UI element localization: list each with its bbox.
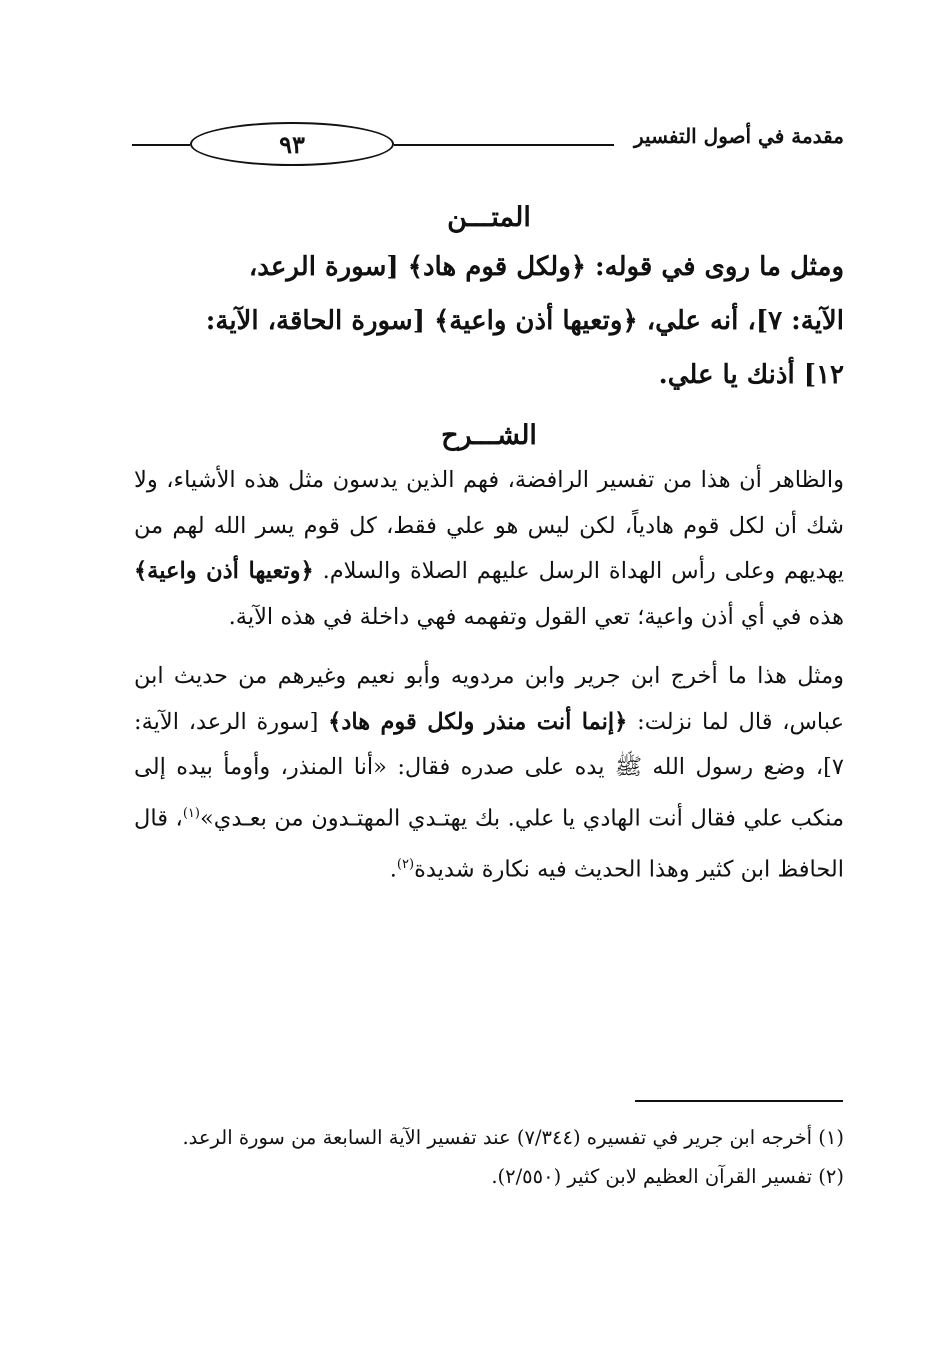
paragraph-text: والظاهر أن هذا من تفسير الرافضة، فهم الذين يدسون مثل هذه الأشياء، ولا شك أن لكل قوم هادياً، لكن ليس هو علي فقط، كل قوم يسر الله لهم من يهديهم وعلى رأس الهداة الرسل عليهم الصلاة والسلام. — [134, 467, 845, 584]
book-title: مقدمة في أصول التفسير — [634, 124, 844, 148]
paragraph-text: هذه في أي أذن واعية؛ تعي القول وتفهمه فهي داخلة في هذه الآية. — [228, 603, 844, 630]
matn-line: ومثل ما روى في قوله: ﴿ولكل قوم هاد﴾ [سورة الرعد، — [248, 252, 844, 282]
quran-verse: ﴿وتعيها أذن واعية﴾ — [134, 558, 314, 584]
footnote-ref[interactable]: (٢) — [396, 856, 415, 872]
matn-text — [134, 240, 844, 402]
page-number: ٩٣ — [279, 129, 305, 159]
footnote-ref[interactable]: (١) — [182, 805, 200, 821]
footnotes — [134, 1118, 844, 1196]
paragraph-text: ، قال الحافظ ابن كثير وهذا الحديث فيه نكارة شديدة — [134, 805, 844, 882]
footnote-separator — [635, 1100, 843, 1102]
footnote: (١) أخرجه ابن جرير في تفسيره (٧/٣٤٤) عند تفسير الآية السابعة من سورة الرعد. — [182, 1126, 844, 1149]
header-rule-short — [132, 144, 190, 146]
paragraph-text: [سورة الرعد، الآية: ٧]، وضع رسول الله ﷺ يده على صدره فقال: «أنا المنذر، وأومأ بيده إلى منكب علي فقال أنت الهادي يا علي. بك يهتـدي المهتـدون من بعـدي» — [134, 708, 844, 831]
matn-line: ١٢] أذنك يا علي. — [658, 360, 844, 390]
paragraph-text: ومثل هذا ما أخرج ابن جرير وابن مردويه وأبو نعيم وغيرهم من حديث ابن عباس، قال لما نزلت: — [134, 663, 845, 735]
paragraph-text: . — [389, 856, 397, 882]
page-number-oval — [190, 122, 394, 166]
page-body — [134, 196, 844, 893]
quran-verse: ﴿إنما أنت منذر ولكل قوم هاد﴾ — [328, 708, 628, 735]
sharh-paragraph — [134, 654, 844, 893]
header-rule — [394, 144, 614, 146]
sharh-heading: الشـــرح — [441, 420, 537, 451]
sharh-paragraph — [134, 458, 844, 640]
footnote: (٢) تفسير القرآن العظيم لابن كثير (٢/٥٥٠). — [491, 1165, 844, 1188]
matn-line: الآية: ٧]، أنه علي، ﴿وتعيها أذن واعية﴾ [سورة الحاقة، الآية: — [205, 306, 844, 336]
matn-heading: المتـــن — [447, 202, 531, 233]
page-header — [132, 120, 844, 176]
